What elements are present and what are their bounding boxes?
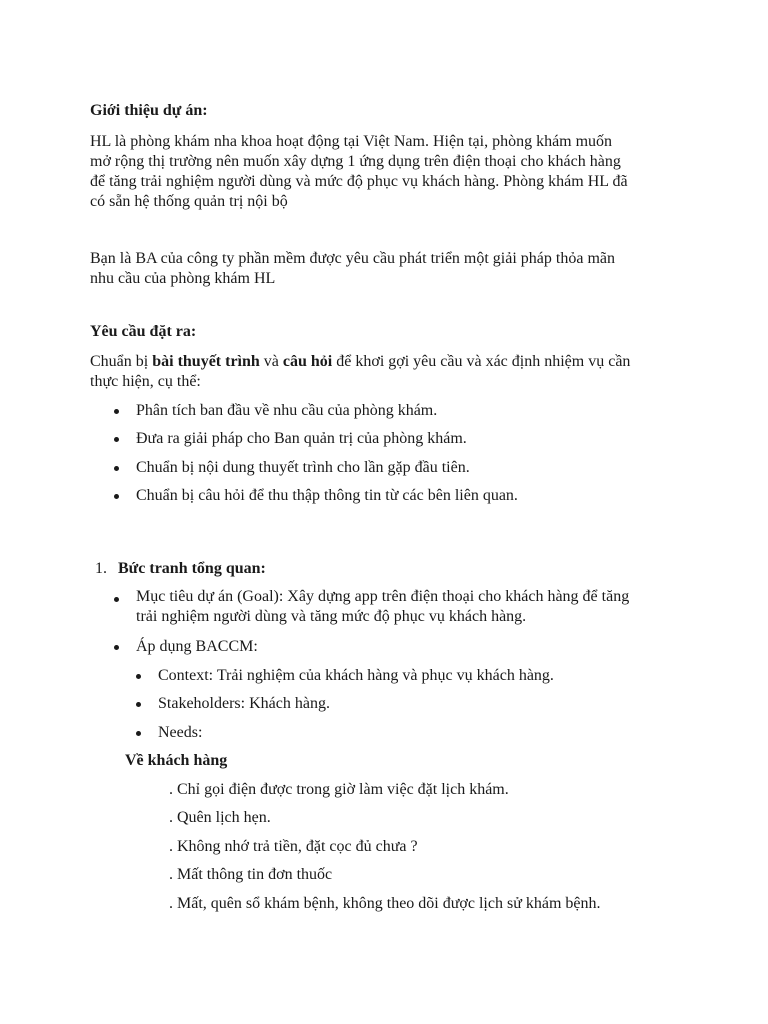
intro-line: mở rộng thị trường nên muốn xây dựng 1 ứng dụng trên điện thoại cho khách hàng [90, 153, 621, 170]
customer-heading: Về khách hàng [125, 752, 228, 769]
intro-heading: Giới thiệu dự án: [90, 102, 208, 119]
role-paragraph [90, 249, 688, 289]
requirements-lead-line: Chuẩn bị bài thuyết trình và câu hỏi để khơi gợi yêu cầu và xác định nhiệm vụ cần [90, 353, 631, 370]
role-line: nhu cầu của phòng khám HL [90, 270, 276, 287]
intro-paragraph [90, 132, 688, 212]
list-item: . Mất thông tin đơn thuốc [169, 866, 333, 883]
presentation-term: bài thuyết trình [152, 353, 260, 370]
bullet-icon [114, 409, 119, 414]
goal-line: trải nghiệm người dùng và tăng mức độ phục vụ khách hàng. [136, 608, 527, 625]
bullet-icon [114, 466, 119, 471]
bullet-icon [136, 674, 141, 679]
list-item: . Mất, quên sổ khám bệnh, không theo dõi được lịch sử khám bệnh. [169, 895, 601, 912]
bullet-icon [114, 645, 119, 650]
list-item: . Quên lịch hẹn. [169, 809, 271, 826]
section-number: 1. [95, 560, 107, 577]
requirements-lead [90, 352, 688, 392]
role-line: Bạn là BA của công ty phần mềm được yêu cầu phát triển một giải pháp thỏa mãn [90, 250, 615, 267]
bullet-icon [136, 702, 141, 707]
goal-line: Mục tiêu dự án (Goal): Xây dựng app trên điện thoại cho khách hàng để tăng [136, 588, 630, 605]
baccm-label: Áp dụng BACCM: [136, 638, 258, 655]
bullet-icon [114, 437, 119, 442]
bullet-icon [136, 731, 141, 736]
document-page: Giới thiệu dự án: HL là phòng khám nha khoa hoạt động tại Việt Nam. Hiện tại, phòng khám muốn mở rộng thị trường nên muốn xây dựng 1 ứng dụng trên điện thoại cho khách hàng để tăng trải nghiệm người dùng và mức độ phục vụ khách hàng. Phòng khám HL đã có sẵn hệ thống quản trị nội bộ Bạn là BA của công ty phần mềm được yêu cầu phát triển một giải pháp thỏa mãn nhu cầu của phòng khám HL Yêu cầu đặt ra: Chuẩn bị bài thuyết trình và câu hỏi để khơi gợi yêu cầu và xác định nhiệm vụ cần thực hiện, cụ thể: Phân tích ban đầu về nhu cầu của phòng khám. Đưa ra giải pháp cho Ban quản trị của phòng khám. Chuẩn bị nội dung thuyết trình cho lần gặp đầu tiên. Chuẩn bị câu hỏi để thu thập thông tin từ các bên liên quan. 1. Bức tranh tổng quan: Mục tiêu dự án (Goal): Xây dựng app trên điện thoại cho khách hàng để tăng trải nghiệm người dùng và tăng mức độ phục vụ khách hàng. Áp dụng BACCM: Context: Trải nghiệm của khách hàng và phục vụ khách hàng. Stakeholders: Khách hàng. Needs: Về khách hàng . Chỉ gọi điện được trong giờ làm việc đặt lịch khám. . Quên lịch hẹn. . Không nhớ trả tiền, đặt cọc đủ chưa ? . Mất thông tin đơn thuốc . Mất, quên sổ khám bệnh, không theo dõi được lịch sử khám bệnh. [0, 0, 768, 1024]
intro-line: để tăng trải nghiệm người dùng và mức độ phục vụ khách hàng. Phòng khám HL đã [90, 173, 628, 190]
bullet-icon [114, 597, 119, 602]
section-title: Bức tranh tổng quan: [118, 560, 266, 577]
bullet-icon [114, 494, 119, 499]
questions-term: câu hỏi [282, 353, 333, 370]
intro-line: có sẵn hệ thống quản trị nội bộ [90, 193, 288, 210]
intro-line: HL là phòng khám nha khoa hoạt động tại Việt Nam. Hiện tại, phòng khám muốn [90, 133, 613, 150]
requirements-lead-line: thực hiện, cụ thể: [90, 373, 201, 390]
list-item: . Chỉ gọi điện được trong giờ làm việc đặt lịch khám. [169, 781, 509, 798]
requirements-heading: Yêu cầu đặt ra: [90, 323, 197, 340]
list-item: . Không nhớ trả tiền, đặt cọc đủ chưa ? [169, 838, 418, 855]
